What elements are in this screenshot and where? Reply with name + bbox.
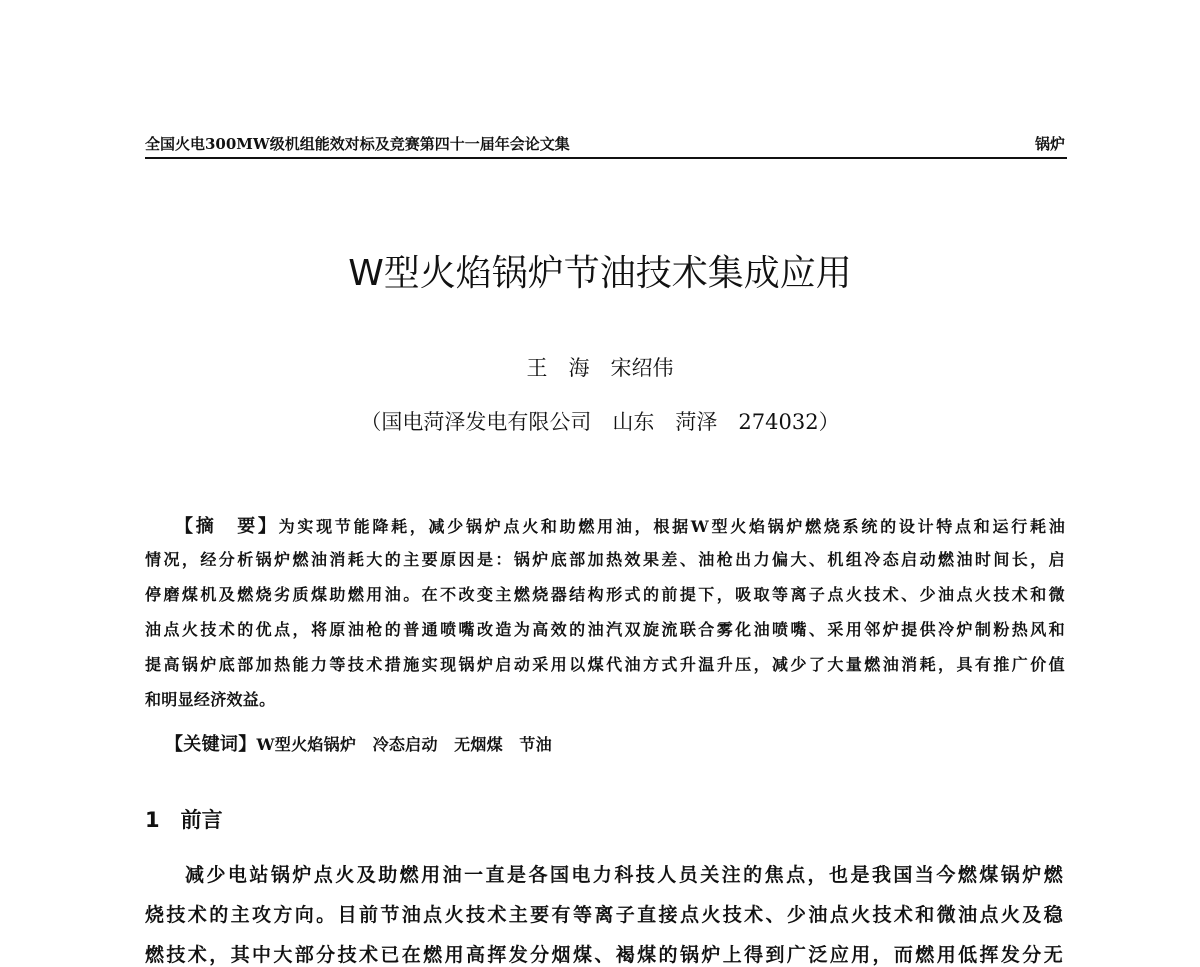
paper-title: W型火焰锅炉节油技术集成应用 [348, 253, 852, 294]
keywords [165, 730, 1085, 756]
affiliation: （国电菏泽发电有限公司 山东 菏泽 274032） [360, 410, 840, 434]
abstract-line: 提高锅炉底部加热能力等技术措施实现锅炉启动采用以煤代油方式升温升压，减少了大量燃油消耗，具有推广价值 [145, 655, 1065, 674]
abstract-line: 【摘 要】为实现节能降耗，减少锅炉点火和助燃用油，根据W型火焰锅炉燃烧系统的设计特点和运行耗油 [175, 516, 1065, 537]
abstract-label: 【摘 要】 [175, 516, 279, 537]
running-header-title: 全国火电300MW级机组能效对标及竞赛第四十一届年会论文集 [145, 135, 570, 153]
abstract-line: 停磨煤机及燃烧劣质煤助燃用油。在不改变主燃烧器结构形式的前提下，吸取等离子点火技术、少油点火技术和微 [145, 585, 1065, 604]
abstract-line: 情况，经分析锅炉燃油消耗大的主要原因是：锅炉底部加热效果差、油枪出力偏大、机组冷态启动燃油时间长，启 [145, 550, 1065, 569]
header-rule [145, 157, 1067, 159]
keywords-label: 【关键词】 [165, 734, 257, 755]
body-line: 烧技术的主攻方向。目前节油点火技术主要有等离子直接点火技术、少油点火技术和微油点火及稳 [145, 904, 1063, 926]
section-heading: 1 前言 [145, 808, 223, 832]
keywords-text: W型火焰锅炉 冷态启动 无烟煤 节油 [256, 735, 552, 754]
abstract-line: 和明显经济效益。 [145, 690, 276, 709]
body-line: 燃技术，其中大部分技术已在燃用高挥发分烟煤、褐煤的锅炉上得到广泛应用，而燃用低挥发分无 [145, 944, 1063, 966]
authors: 王 海 宋绍伟 [526, 356, 674, 380]
body-line: 减少电站锅炉点火及助燃用油一直是各国电力科技人员关注的焦点，也是我国当今燃煤锅炉燃 [185, 864, 1063, 886]
abstract-line: 油点火技术的优点，将原油枪的普通喷嘴改造为高效的油汽双旋流联合雾化油喷嘴、采用邻炉提供冷炉制粉热风和 [145, 620, 1065, 639]
running-header-section: 锅炉 [1034, 135, 1065, 153]
